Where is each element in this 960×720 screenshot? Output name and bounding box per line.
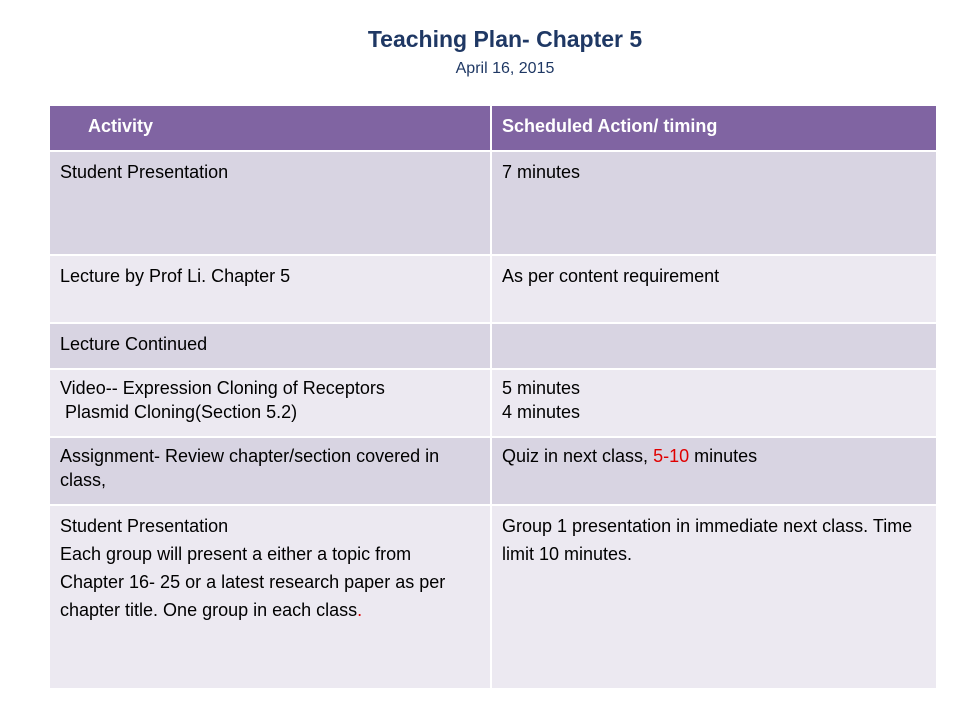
- timing-line: 5 minutes: [502, 378, 581, 398]
- activity-cell: [49, 505, 491, 689]
- activity-line: Video-- Expression Cloning of Receptors: [60, 378, 385, 398]
- page-date: April 16, 2015: [455, 60, 555, 77]
- activity-cell: Assignment- Review chapter/section covered in class,: [49, 437, 491, 505]
- timing-prefix: Quiz in next class,: [502, 446, 654, 466]
- activity-line: Plasmid Cloning(Section 5.2): [65, 402, 298, 422]
- timing-cell: As per content requirement: [491, 255, 937, 323]
- page-title: Teaching Plan- Chapter 5: [367, 26, 643, 52]
- activity-end-mark: .: [357, 600, 363, 620]
- timing-cell: [491, 369, 937, 437]
- timing-cell: [491, 437, 937, 505]
- timing-cell: [491, 323, 937, 369]
- table-row: [49, 437, 937, 505]
- timing-line: 4 minutes: [502, 402, 581, 422]
- timing-cell: Group 1 presentation in immediate next class. Time limit 10 minutes.: [491, 505, 937, 689]
- activity-body: Each group will present a either a topic from Chapter 16- 25 or a latest research paper as per chapter title. One group in each class: [60, 544, 446, 620]
- activity-cell: Lecture Continued: [49, 323, 491, 369]
- column-header-timing: Scheduled Action/ timing: [491, 105, 937, 151]
- table-row: [49, 323, 937, 369]
- timing-suffix: minutes: [689, 446, 758, 466]
- activity-cell: Lecture by Prof Li. Chapter 5: [49, 255, 491, 323]
- table-row: [49, 255, 937, 323]
- table-row: [49, 505, 937, 689]
- activity-cell: Student Presentation: [49, 151, 491, 255]
- timing-highlight: 5-10: [653, 446, 690, 466]
- activity-heading: Student Presentation: [60, 516, 229, 536]
- timing-cell: 7 minutes: [491, 151, 937, 255]
- table-header-row: [49, 105, 937, 151]
- table-row: [49, 369, 937, 437]
- teaching-plan-table: [48, 104, 938, 690]
- column-header-activity: Activity: [49, 105, 491, 151]
- activity-cell: [49, 369, 491, 437]
- table-row: [49, 151, 937, 255]
